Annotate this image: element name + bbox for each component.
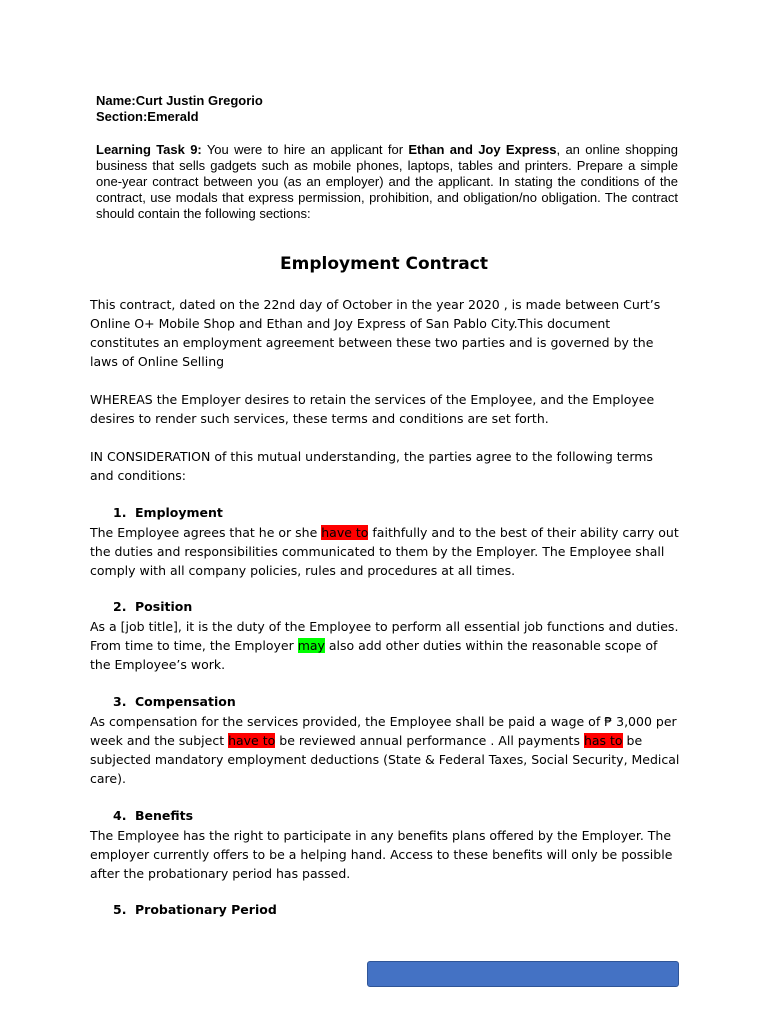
- task-text-2: , an online shopping business that sells gadgets such as mobile phones, laptops, tables and printers. Prepare a simple one-year contract between you (as an employer) and the applicant. In stating the conditions of the contract, use modals that express permission, prohibition, and obligation/no obligation. The contract should contain the following sections:: [96, 142, 678, 221]
- section-title: Benefits: [135, 808, 194, 823]
- text-span: be reviewed annual performance . All payments: [275, 733, 584, 748]
- text-span: As compensation for the services provided, the Employee shall be paid a wage of ₱ 3,000 per week and the subject: [90, 714, 677, 748]
- student-header: [96, 93, 263, 125]
- modal-highlight-permission: may: [297, 638, 325, 653]
- section-body-benefits: The Employee has the right to participate in any benefits plans offered by the Employer. The employer currently offers to be a helping hand. Access to these benefits will only be possible after the probationary period has passed.: [90, 828, 673, 881]
- task-text-1: You were to hire an applicant for: [201, 142, 409, 157]
- section-heading-compensation: [113, 694, 236, 709]
- section-body-position: [90, 617, 680, 674]
- section-number: 2.: [113, 599, 127, 614]
- section-title: Compensation: [135, 694, 236, 709]
- section-title: Probationary Period: [135, 902, 277, 917]
- text-span: faithfully and to the best of their ability carry out the duties and responsibilities communicated to them by the Employer. The Employee shall comply with all company policies, rules and procedures at all times.: [90, 525, 679, 578]
- section-number: 5.: [113, 902, 127, 917]
- modal-highlight-obligation: have to: [321, 525, 369, 540]
- contract-consideration: IN CONSIDERATION of this mutual understanding, the parties agree to the following terms and conditions:: [90, 449, 653, 483]
- section-heading-benefits: [113, 808, 193, 823]
- section-number: 4.: [113, 808, 127, 823]
- contract-title: Employment Contract: [280, 254, 488, 274]
- learning-task-instructions: [96, 142, 678, 222]
- section-heading-position: [113, 599, 192, 614]
- contract-whereas: WHEREAS the Employer desires to retain the services of the Employee, and the Employee desires to render such services, these terms and conditions are set forth.: [90, 392, 655, 426]
- section-title: Employment: [135, 505, 223, 520]
- student-section: Section:Emerald: [96, 109, 199, 124]
- task-company: Ethan and Joy Express: [408, 142, 557, 157]
- section-number: 3.: [113, 694, 127, 709]
- modal-highlight-obligation: have to: [228, 733, 276, 748]
- section-body-compensation: [90, 712, 680, 788]
- section-heading-employment: [113, 505, 223, 520]
- text-span: As a [job title], it is the duty of the Employee to perform all essential job functions and duties. From time to time, the Employer: [90, 619, 679, 653]
- text-span: The Employee agrees that he or she: [90, 525, 322, 540]
- contract-intro: This contract, dated on the 22nd day of October in the year 2020 , is made between Curt’s Online O+ Mobile Shop and Ethan and Joy Express of San Pablo City.This document constitutes an employment agreement between these two parties and is governed by the laws of Online Selling: [90, 297, 661, 369]
- task-label: Learning Task 9:: [96, 142, 202, 157]
- section-body-employment: [90, 523, 680, 580]
- section-title: Position: [135, 599, 193, 614]
- footer-bar: [367, 961, 679, 987]
- section-heading-probationary-period: [113, 902, 277, 917]
- modal-highlight-obligation: has to: [583, 733, 623, 748]
- text-span: also add other duties within the reasonable scope of the Employee’s work.: [90, 638, 658, 672]
- text-span: be subjected mandatory employment deductions (State & Federal Taxes, Social Security, Medical care).: [90, 733, 680, 786]
- student-name: Name:Curt Justin Gregorio: [96, 93, 263, 108]
- section-number: 1.: [113, 505, 127, 520]
